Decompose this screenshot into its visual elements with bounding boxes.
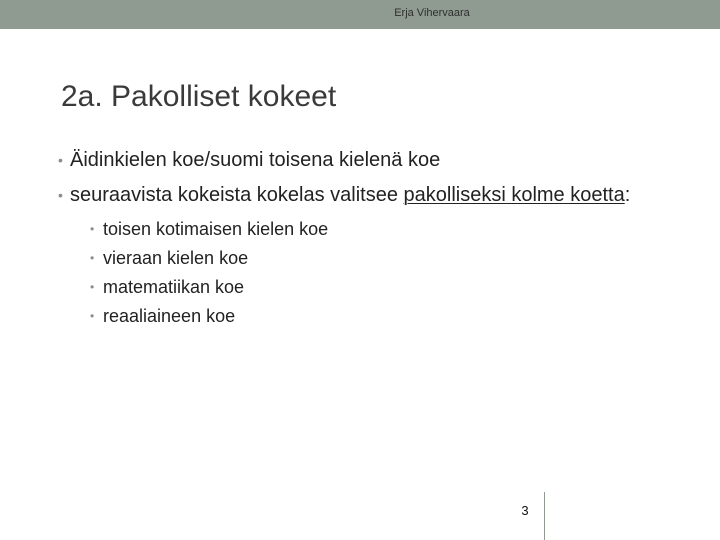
bullet-item — [58, 181, 678, 331]
sub-bullet-text: matematiikan koe — [103, 277, 245, 297]
sub-bullet-dot-icon: • — [90, 251, 95, 265]
bullet-text-prefix: seuraavista kokeista kokelas valitsee — [70, 184, 404, 206]
bullet-dot-icon: • — [58, 152, 63, 168]
sub-bullet-text: toisen kotimaisen kielen koe — [103, 219, 329, 239]
bullet-underlined-text: pakolliseksi kolme koetta — [403, 184, 625, 206]
sub-bullet-item — [90, 273, 678, 302]
bullet-text-suffix: : — [624, 184, 631, 206]
sub-bullet-text: reaaliaineen koe — [103, 306, 236, 326]
sub-bullet-dot-icon: • — [90, 309, 95, 323]
bullet-list — [58, 146, 678, 338]
sub-bullet-item — [90, 215, 678, 244]
header-author: Erja Vihervaara — [394, 7, 470, 19]
bullet-item — [58, 146, 678, 174]
bullet-dot-icon: • — [58, 187, 63, 203]
sub-bullet-dot-icon: • — [90, 222, 95, 236]
page-number-divider — [544, 492, 545, 540]
bullet-text: Äidinkielen koe/suomi toisena kielenä koe — [70, 149, 441, 171]
sub-bullet-text: vieraan kielen koe — [103, 248, 249, 268]
sub-bullet-item — [90, 302, 678, 331]
sub-bullet-list — [90, 215, 678, 331]
page-number: 3 — [521, 503, 529, 518]
sub-bullet-item — [90, 244, 678, 273]
page-title: 2a. Pakolliset kokeet — [61, 80, 337, 113]
sub-bullet-dot-icon: • — [90, 280, 95, 294]
